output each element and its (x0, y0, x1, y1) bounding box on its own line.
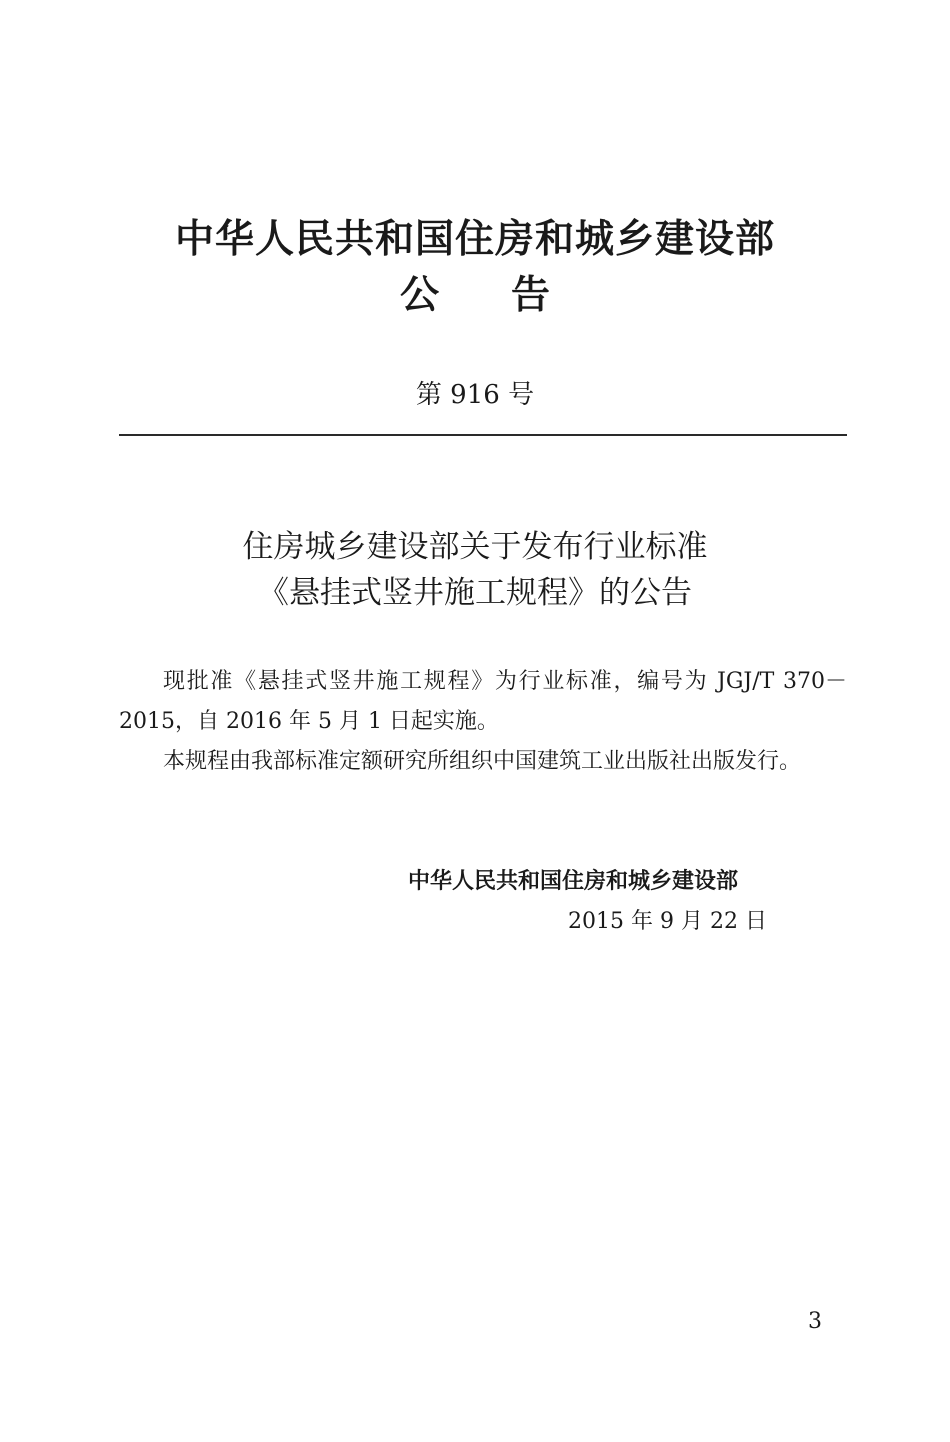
page-number: 3 (808, 1309, 822, 1334)
header-divider (119, 434, 847, 436)
issuer-title: 中华人民共和国住房和城乡建设部 (174, 217, 775, 262)
notice-body (119, 662, 847, 782)
issue-number: 第 916 号 (415, 380, 535, 410)
body-paragraph-approval: 现批准《悬挂式竖井施工规程》为行业标准，编号为 JGJ/T 370－2015，自 2016 年 5 月 1 日起实施。 (119, 669, 847, 734)
notice-heading: 公告 (399, 273, 622, 318)
signature-date: 2015 年 9 月 22 日 (568, 909, 767, 934)
signature-organization: 中华人民共和国住房和城乡建设部 (408, 869, 739, 894)
document-title-line-1: 住房城乡建设部关于发布行业标准 (242, 529, 708, 565)
document-title-line-2: 《悬挂式竖井施工规程》的公告 (258, 575, 692, 611)
document-title (0, 524, 950, 616)
body-paragraph-publication: 本规程由我部标准定额研究所组织中国建筑工业出版社出版发行。 (163, 749, 802, 774)
